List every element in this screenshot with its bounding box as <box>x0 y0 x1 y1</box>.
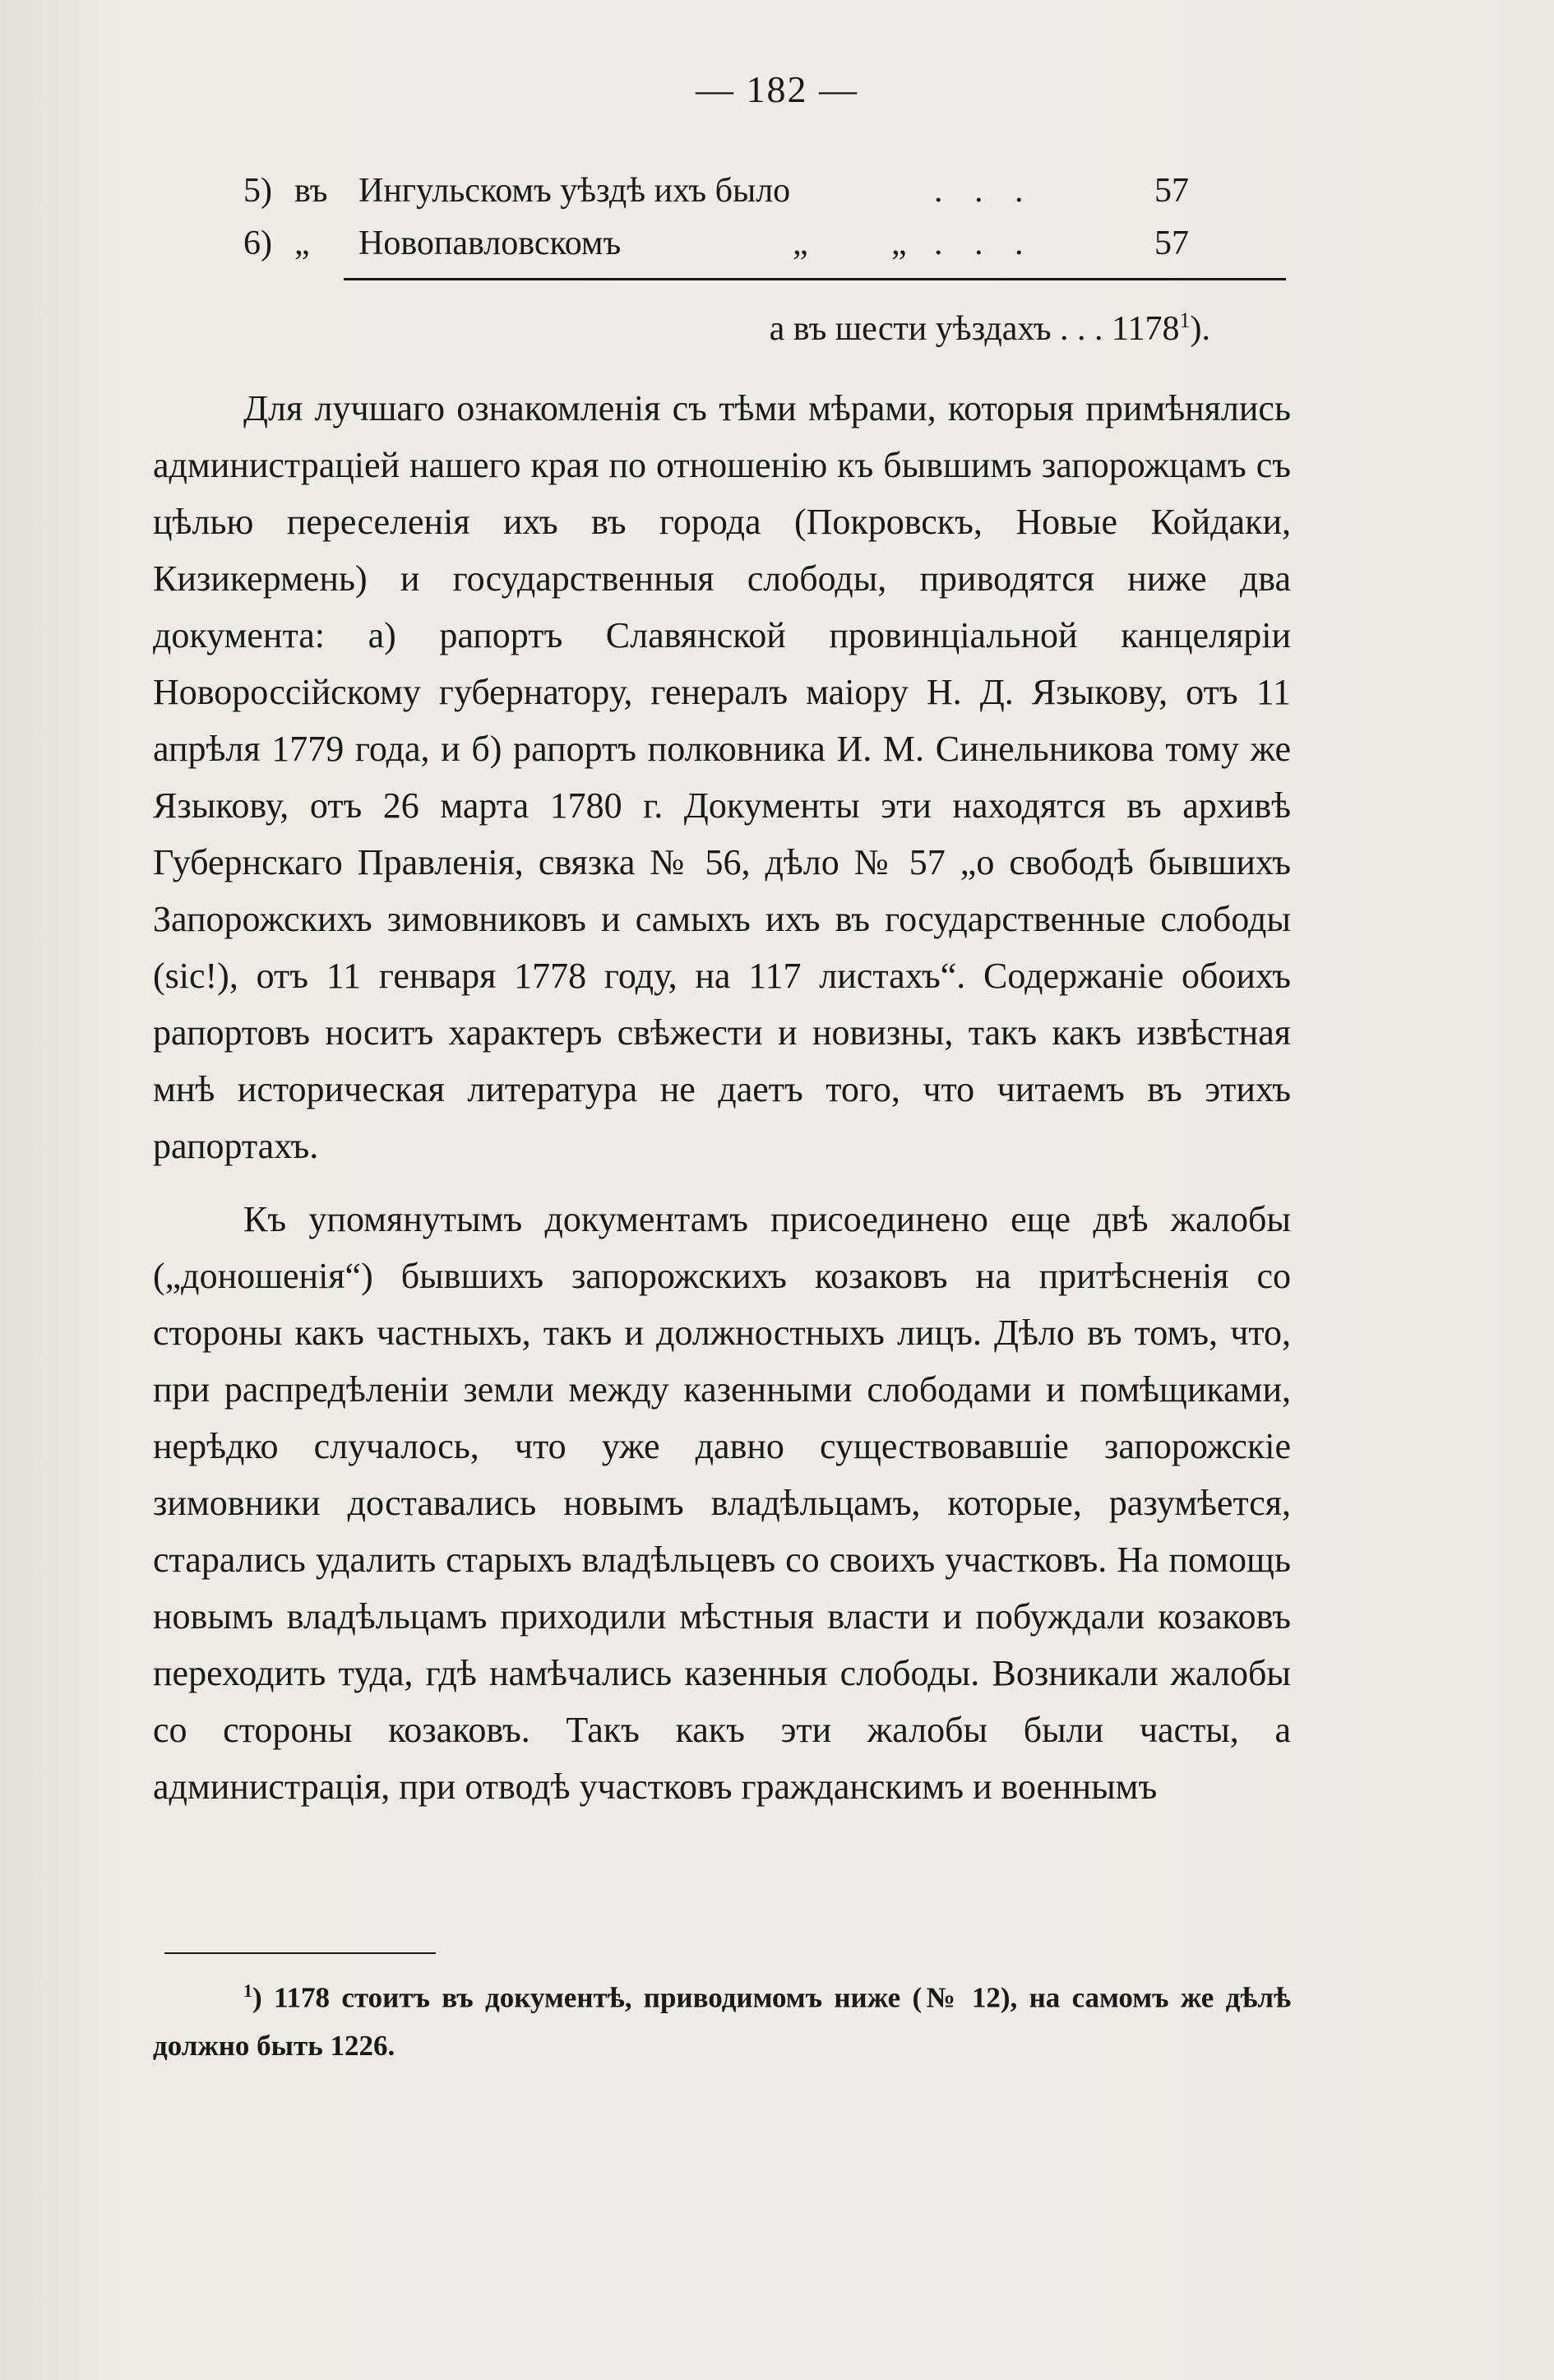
row-value: 57 <box>1154 225 1189 262</box>
footnote-text: ) 1178 стоитъ въ документѣ, приводимомъ ниже (№ 12), на самомъ же дѣлѣ должно быть 1226. <box>153 1981 1291 2062</box>
district-count-table <box>243 164 1288 270</box>
row-ditto: „ <box>793 225 808 262</box>
row-number: 6) <box>243 225 272 262</box>
paragraph: Для лучшаго ознакомленія съ тѣми мѣрами, которыя примѣнялись администраціей нашего края по отношенію къ бывшимъ запорожцамъ съ цѣлью переселенія ихъ въ города (Покровскъ, Новые Койдаки, Кизикермень) и государственныя слободы, приводятся ниже два документа: а) рапортъ Славянской провинціальной канцеляріи Новороссійскому губернатору, генералъ маіору Н. Д. Языкову, отъ 11 апрѣля 1779 года, и б) рапортъ полковника И. М. Синельникова тому же Языкову, отъ 26 марта 1780 г. Документы эти находятся въ архивѣ Губернскаго Правленія, связка № 56, дѣло № 57 „о свободѣ бывшихъ Запорожскихъ зимовниковъ и самыхъ ихъ въ государственные слободы (sic!), отъ 11 генваря 1778 году, на 117 листахъ“. Содержаніе обоихъ рапортовъ носитъ характеръ свѣжести и новизны, такъ какъ извѣстная мнѣ историческая литература не даетъ того, что читаемъ въ этихъ рапортахъ. <box>153 388 1291 1166</box>
row-number: 5) <box>243 172 272 210</box>
footnote-marker: 1 <box>243 1980 252 2001</box>
paragraph: Къ упомянутымъ документамъ присоединено еще двѣ жалобы („доношенія“) бывшихъ запорожскихъ козаковъ на притѣсненія со стороны какъ частныхъ, такъ и должностныхъ лицъ. Дѣло въ томъ, что, при распредѣленіи земли между казенными слободами и помѣщиками, нерѣдко случалось, что уже давно существовавшіе запорожскіе зимовники доставались новымъ владѣльцамъ, которые, разумѣется, старались удалить старыхъ владѣльцевъ со своихъ участковъ. На помощь новымъ владѣльцамъ приходили мѣстныя власти и побуждали козаковъ переходить туда, гдѣ намѣчались казенныя слободы. Возникали жалобы со стороны козаковъ. Такъ какъ эти жалобы были часты, а администрація, при отводѣ участковъ гражданскимъ и военнымъ <box>153 1199 1291 1807</box>
row-district: Ингульскомъ уѣздѣ ихъ было <box>358 172 791 210</box>
row-ditto: „ <box>891 225 907 262</box>
footnote-rule <box>164 1952 436 1954</box>
body-text <box>153 380 1291 1815</box>
total-tail: ). <box>1190 310 1210 348</box>
row-value: 57 <box>1154 172 1189 210</box>
total-label: а въ шести уѣздахъ . . . 1178 <box>769 310 1180 348</box>
sum-rule <box>344 278 1286 280</box>
row-preposition: „ <box>294 225 310 262</box>
row-district: Новопавловскомъ <box>358 225 622 262</box>
page-number: — 182 — <box>696 68 858 110</box>
row-leader-dots: . . . <box>934 172 1035 210</box>
row-leader-dots: . . . <box>934 225 1035 262</box>
footnote <box>153 1967 1291 2070</box>
table-row <box>243 217 1288 270</box>
table-row <box>243 164 1288 217</box>
footnote-ref: 1 <box>1179 308 1191 332</box>
table-total <box>0 308 1210 349</box>
row-preposition: въ <box>294 172 328 210</box>
